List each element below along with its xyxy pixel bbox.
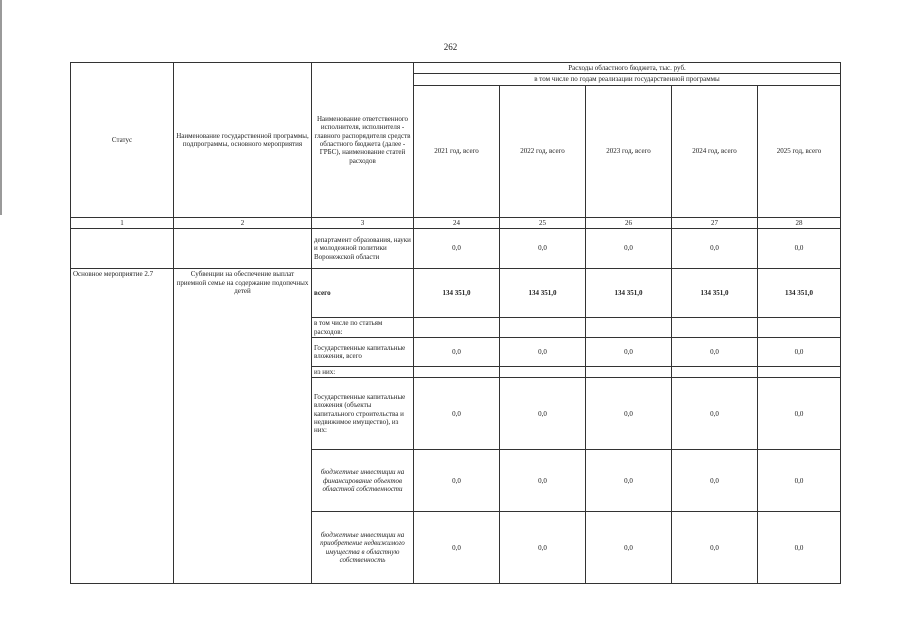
value-cell: 0,0 [672,337,758,366]
value-cell: 0,0 [414,229,500,269]
empty-cell [414,318,500,338]
header-years-subtitle: в том числе по годам реализации государственной программы [414,74,841,85]
empty-cell [414,366,500,377]
colnum-1: 1 [71,217,174,228]
value-cell: 0,0 [500,450,586,512]
value-cell: 0,0 [414,512,500,584]
empty-cell [672,318,758,338]
value-cell: 0,0 [500,337,586,366]
header-year-2021: 2021 год, всего [414,85,500,217]
header-expenses-title: Расходы областного бюджета, тыс. руб. [414,63,841,74]
value-cell: 0,0 [586,450,672,512]
header-year-2024: 2024 год, всего [672,85,758,217]
value-cell: 0,0 [758,450,841,512]
page-number: 262 [443,42,458,52]
header-row-1 [71,63,841,74]
colnum-28: 28 [758,217,841,228]
value-cell: 0,0 [672,378,758,450]
colnum-25: 25 [500,217,586,228]
empty-cell [174,229,312,269]
value-cell: 0,0 [672,450,758,512]
value-cell: 0,0 [586,337,672,366]
activity-name: Субвенции на обеспечение выплат приемной семье на содержание подопечных детей [174,269,312,584]
empty-cell [500,318,586,338]
row-label-capital-objects: Государственные капитальные вложения (объекты капитального строительства и недвижимое имущество), из них: [312,378,414,450]
scan-edge [0,0,2,215]
row-label-dept: департамент образования, науки и молодежной политики Воронежской области [312,229,414,269]
header-year-2025: 2025 год, всего [758,85,841,217]
value-cell: 0,0 [500,512,586,584]
row-label-budget-financing: бюджетные инвестиции на финансирование объектов областной собственности [312,450,414,512]
value-cell: 0,0 [758,229,841,269]
value-cell: 0,0 [500,229,586,269]
colnum-27: 27 [672,217,758,228]
row-label-of-them: из них: [312,366,414,377]
colnum-24: 24 [414,217,500,228]
value-cell: 0,0 [414,337,500,366]
empty-cell [71,229,174,269]
empty-cell [586,318,672,338]
header-status: Статус [71,63,174,218]
value-cell: 0,0 [672,229,758,269]
budget-table [70,62,841,584]
row-label-capital: Государственные капитальные вложения, всего [312,337,414,366]
value-cell: 134 351,0 [672,269,758,318]
empty-cell [500,366,586,377]
column-numbers-row [71,217,841,228]
value-cell: 134 351,0 [500,269,586,318]
value-cell: 134 351,0 [414,269,500,318]
empty-cell [758,318,841,338]
value-cell: 0,0 [414,450,500,512]
header-year-2022: 2022 год, всего [500,85,586,217]
value-cell: 0,0 [758,378,841,450]
colnum-3: 3 [312,217,414,228]
row-label-by-articles: в том числе по статьям расходов: [312,318,414,338]
header-year-2023: 2023 год, всего [586,85,672,217]
value-cell: 0,0 [586,229,672,269]
header-executor: Наименование ответственного исполнителя, исполнителя - главного распорядителя средств областного бюджета (далее - ГРБС), наименование статей расходов [312,63,414,218]
row-label-budget-acquisition: бюджетные инвестиции на приобретение недвижимого имущества в областную собственность [312,512,414,584]
empty-cell [586,366,672,377]
value-cell: 0,0 [586,378,672,450]
value-cell: 134 351,0 [586,269,672,318]
row-label-total: всего [312,269,414,318]
table-row-dept [71,229,841,269]
value-cell: 0,0 [500,378,586,450]
empty-cell [758,366,841,377]
table-row-activity-total [71,269,841,318]
value-cell: 0,0 [672,512,758,584]
value-cell: 134 351,0 [758,269,841,318]
header-program-name: Наименование государственной программы, подпрограммы, основного мероприятия [174,63,312,218]
value-cell: 0,0 [414,378,500,450]
value-cell: 0,0 [758,337,841,366]
empty-cell [672,366,758,377]
colnum-2: 2 [174,217,312,228]
value-cell: 0,0 [758,512,841,584]
value-cell: 0,0 [586,512,672,584]
colnum-26: 26 [586,217,672,228]
activity-status: Основное мероприятие 2.7 [71,269,174,584]
